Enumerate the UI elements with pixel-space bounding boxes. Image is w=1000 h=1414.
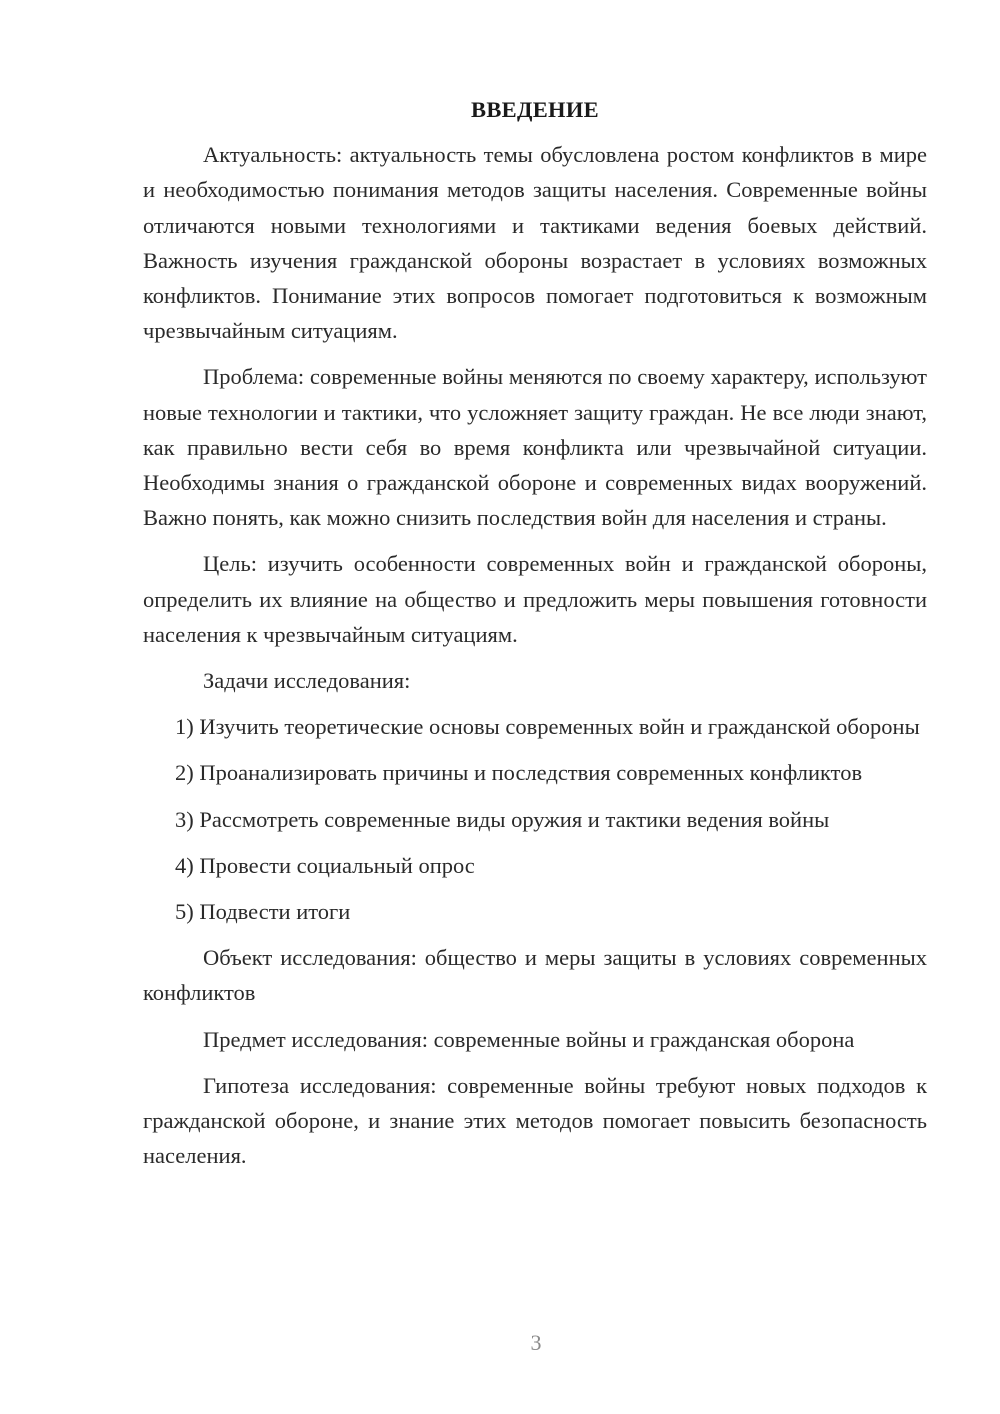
paragraph-hypothesis: Гипотеза исследования: современные войны требуют новых подходов к гражданской обороне, и знание этих методов помогает повысить безопасность населения. [143, 1072, 927, 1169]
document-page [143, 92, 927, 1184]
task-item-5: 5) Подвести итоги [175, 899, 351, 925]
paragraph-object: Объект исследования: общество и меры защиты в условиях современных конфликтов [143, 945, 927, 1006]
task-item-4: 4) Провести социальный опрос [175, 852, 475, 878]
page-number: 3 [530, 1330, 542, 1355]
paragraph-relevance: Актуальность: актуальность темы обусловлена ростом конфликтов в мире и необходимостью понимания методов защиты населения. Современные войны отличаются новыми технологиями и тактиками ведения боевых действий. Важность изучения гражданской обороны возрастает в условиях возможных конфликтов. Понимание этих вопросов помогает подготовиться к возможным чрезвычайным ситуациям. [143, 142, 927, 344]
paragraph-goal: Цель: изучить особенности современных войн и гражданской обороны, определить их влияние на общество и предложить меры повышения готовности населения к чрезвычайным ситуациям. [143, 551, 927, 647]
task-item-1: 1) Изучить теоретические основы современных войн и гражданской обороны [175, 714, 920, 740]
tasks-title: Задачи исследования: [203, 668, 411, 694]
task-item-2: 2) Проанализировать причины и последствия современных конфликтов [175, 760, 863, 786]
task-item-3: 3) Рассмотреть современные виды оружия и тактики ведения войны [175, 806, 830, 832]
paragraph-problem: Проблема: современные войны меняются по своему характеру, используют новые технологии и тактики, что усложняет защиту граждан. Не все люди знают, как правильно вести себя во время конфликта или чрезвычайной ситуации. Необходимы знания о гражданской обороне и современных видах вооружений. Важно понять, как можно снизить последствия войн для населения и страны. [143, 364, 927, 531]
section-heading: ВВЕДЕНИЕ [471, 97, 599, 122]
paragraph-subject: Предмет исследования: современные войны и гражданская оборона [203, 1026, 855, 1052]
